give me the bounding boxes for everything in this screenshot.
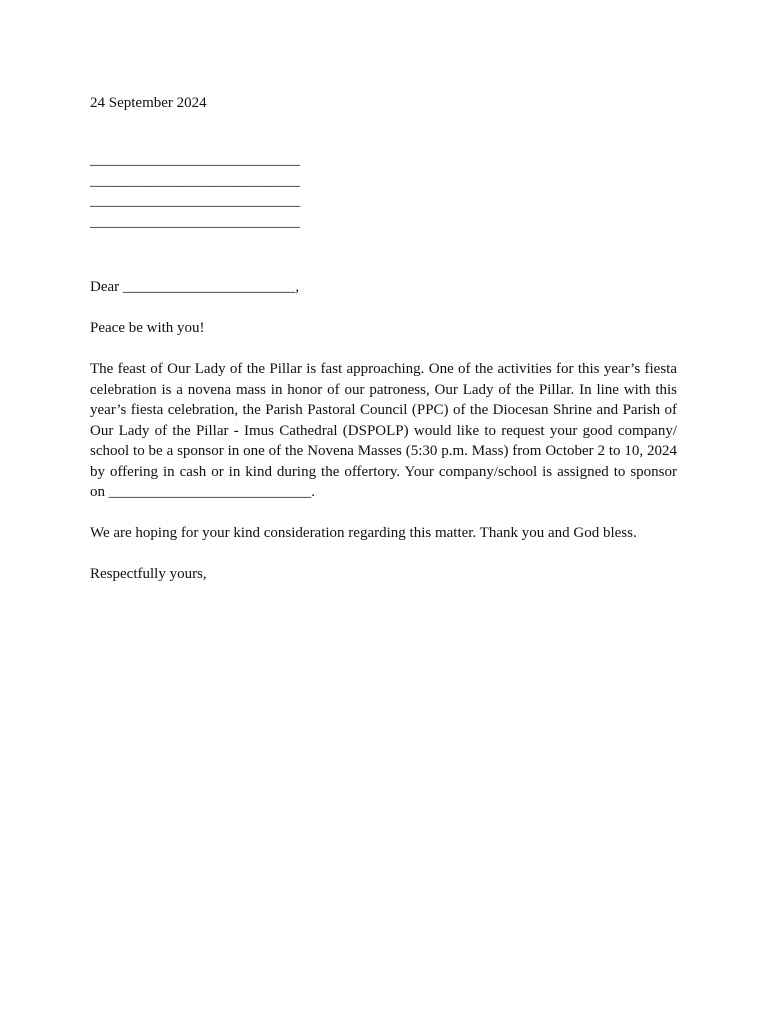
greeting: Peace be with you! [90,320,205,336]
letter-date: 24 September 2024 [90,95,207,111]
recipient-address-block [90,150,300,232]
address-line-3: ____________________________ [90,193,300,209]
body-paragraph: The feast of Our Lady of the Pillar is fast approaching. One of the activities for this year’s fiesta celebration is a novena mass in honor of our patroness, Our Lady of the Pillar. In line with this year’s fiesta celebration, the Parish Pastoral Council (PPC) of the Diocesan Shrine and Parish of Our Lady of the Pillar - Imus Cathedral (DSPOLP) would like to request your good company/ school to be a sponsor in one of the Novena Masses (5:30 p.m. Mass) from October 2 to 10, 2024 by offering in cash or in kind during the offertory. Your company/school is assigned to sponsor on ___________________________. [90,361,677,500]
closing: Respectfully yours, [90,566,207,582]
address-line-1: ____________________________ [90,152,300,168]
address-line-2: ____________________________ [90,172,300,189]
address-line-4: ____________________________ [90,213,300,230]
salutation: Dear _______________________, [90,279,300,295]
thanks-paragraph: We are hoping for your kind consideration regarding this matter. Thank you and God bless. [90,525,637,541]
